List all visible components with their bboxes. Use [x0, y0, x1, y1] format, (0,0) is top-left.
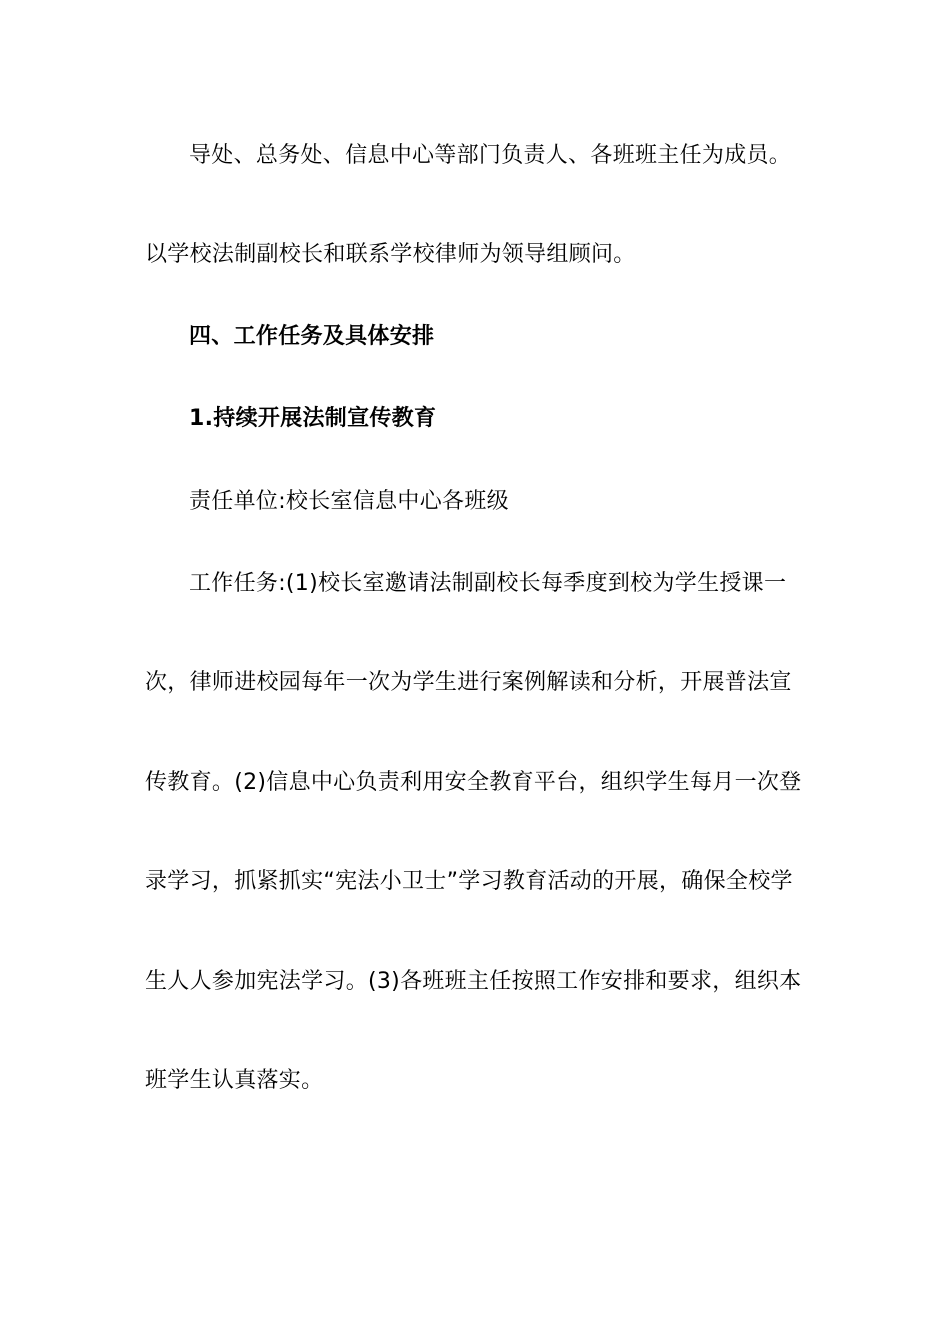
section-heading: 四、工作任务及具体安排: [189, 324, 435, 349]
subsection-heading: 1.持续开展法制宣传教育: [189, 406, 437, 431]
paragraph-members-line: 导处、总务处、信息中心等部门负责人、各班班主任为成员。: [189, 143, 792, 168]
task-line-4: 录学习，抓紧抓实“宪法小卫士”学习教育活动的开展，确保全校学: [145, 869, 793, 894]
task-line-1: 工作任务:(1)校长室邀请法制副校长每季度到校为学生授课一: [189, 571, 787, 596]
responsible-unit-line: 责任单位:校长室信息中心各班级: [189, 489, 509, 514]
task-line-6: 班学生认真落实。: [145, 1068, 324, 1093]
task-line-3: 传教育。(2)信息中心负责利用安全教育平台，组织学生每月一次登: [145, 770, 802, 795]
paragraph-advisors-line: 以学校法制副校长和联系学校律师为领导组顾问。: [145, 242, 636, 267]
task-line-2: 次，律师进校园每年一次为学生进行案例解读和分析，开展普法宣: [145, 670, 792, 695]
task-line-5: 生人人参加宪法学习。(3)各班班主任按照工作安排和要求，组织本: [145, 969, 802, 994]
